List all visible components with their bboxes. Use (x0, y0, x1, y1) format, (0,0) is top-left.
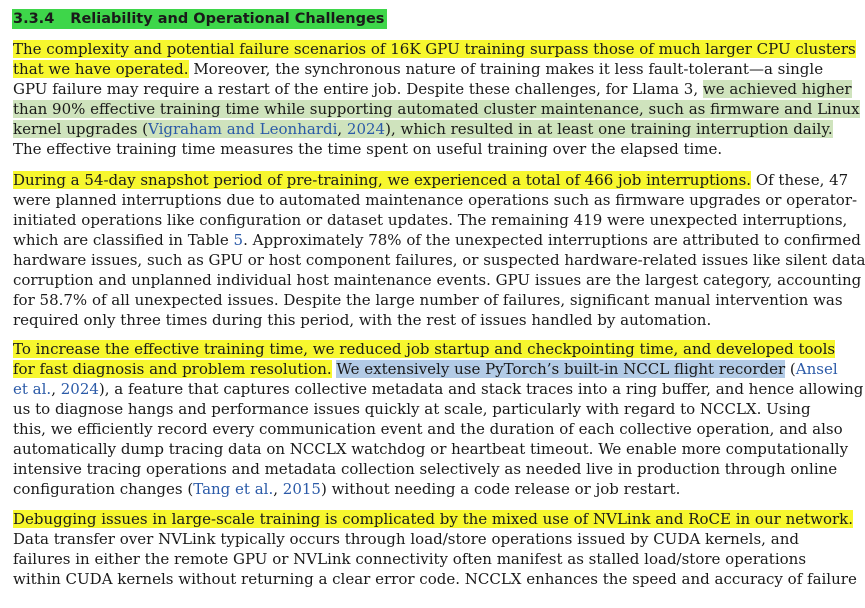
text-segment: , (51, 380, 61, 398)
highlighted-text: that we have operated. (13, 60, 189, 78)
text-segment: this, we efficiently record every communication event and the duration of each collective operation, and also (13, 420, 843, 438)
section-heading (12, 9, 387, 29)
text-line (13, 79, 852, 99)
text-line (13, 339, 836, 359)
text-segment: ) without needing a code release or job restart. (320, 480, 681, 498)
highlighted-text: During a 54-day snapshot period of pre-training, we experienced a total of 466 job interruptions. (13, 171, 752, 189)
citation-link[interactable]: et al. (13, 380, 52, 398)
citation-link[interactable]: 2015 (282, 480, 321, 498)
text-line (13, 359, 838, 379)
text-segment: GPU failure may require a restart of the entire job. Despite these challenges, for Llama 3, (13, 80, 703, 98)
text-segment: required only three times during this period, with the rest of issues handled by automation. (13, 311, 712, 329)
text-line (13, 399, 811, 419)
highlighted-text: we achieved higher (702, 80, 852, 98)
highlighted-text: for fast diagnosis and problem resolution. (13, 360, 332, 378)
text-segment: which are classified in Table (13, 231, 234, 249)
text-segment: ), a feature that captures collective metadata and stack traces into a ring buffer, and hence allowing (98, 380, 864, 398)
highlighted-text: Debugging issues in large-scale training is complicated by the mixed use of NVLink and RoCE in our network. (13, 510, 854, 528)
text-line (13, 119, 833, 139)
text-line (13, 459, 838, 479)
text-segment: configuration changes ( (13, 480, 194, 498)
text-line (13, 170, 849, 190)
text-segment: us to diagnose hangs and performance issues quickly at scale, particularly with regard to NCCLX. Using (13, 400, 811, 418)
text-segment: for 58.7% of all unexpected issues. Despite the large number of failures, significant manual intervention was (13, 291, 843, 309)
text-line (13, 419, 843, 439)
citation-link[interactable]: 2024 (60, 380, 99, 398)
highlighted-text: kernel upgrades ( (13, 120, 149, 138)
citation-link[interactable]: Ansel (795, 360, 838, 378)
citation-link[interactable]: 2024 (346, 120, 386, 138)
highlighted-text: ), which resulted in at least one training interruption daily. (385, 120, 833, 138)
citation-link[interactable]: Tang et al. (193, 480, 274, 498)
text-segment: initiated operations like configuration or dataset updates. The remaining 419 were unexpected interruptions, (13, 211, 848, 229)
text-segment: The effective training time measures the time spent on useful training over the elapsed time. (13, 140, 723, 158)
text-segment: ( (785, 360, 796, 378)
text-line (13, 479, 799, 499)
text-line (13, 439, 849, 459)
text-line (13, 99, 860, 119)
text-line (13, 509, 854, 529)
citation-link[interactable]: Vigraham and Leonhardi (148, 120, 338, 138)
section-title: Reliability and Operational Challenges (70, 11, 385, 27)
text-segment: Of these, 47 (751, 171, 849, 189)
text-segment: . Approximately 78% of the unexpected interruptions are attributed to confirmed (243, 231, 861, 249)
text-segment: Moreover, the synchronous nature of training makes it less fault-tolerant—a single (188, 60, 824, 78)
text-segment: automatically dump tracing data on NCCLX watchdog or heartbeat timeout. We enable more computationally (13, 440, 849, 458)
text-line (13, 379, 864, 399)
highlighted-text: , (337, 120, 347, 138)
highlighted-text: than 90% effective training time while supporting automated cluster maintenance, such as firmware and Linux (13, 100, 860, 118)
text-line (13, 210, 848, 230)
text-segment: Data transfer over NVLink typically occurs through load/store operations issued by CUDA kernels, and (13, 530, 799, 548)
text-segment: corruption and unplanned individual host maintenance events. GPU issues are the largest category, accounting (13, 271, 862, 289)
text-line (13, 270, 862, 290)
text-line (13, 190, 858, 210)
text-line (13, 39, 856, 59)
text-line (13, 549, 807, 569)
text-line (13, 529, 799, 549)
text-segment: were planned interruptions due to automated maintenance operations such as firmware upgrades or operator- (13, 191, 858, 209)
highlighted-text: To increase the effective training time, we reduced job startup and checkpointing time, and developed tools (13, 340, 836, 358)
text-segment: intensive tracing operations and metadata collection selectively as needed live in production through online (13, 460, 838, 478)
text-line (13, 250, 865, 270)
text-line (13, 290, 843, 310)
text-line (13, 139, 799, 159)
citation-link[interactable]: 5 (233, 231, 244, 249)
text-segment: , (273, 480, 283, 498)
text-line (13, 310, 799, 330)
highlighted-text: The complexity and potential failure scenarios of 16K GPU training surpass those of much larger CPU clusters (13, 40, 856, 58)
text-segment: hardware issues, such as GPU or host component failures, or suspected hardware-related issues like silent data (13, 251, 865, 269)
highlighted-text: We extensively use PyTorch’s built-in NCCL flight recorder (336, 360, 786, 378)
text-segment: failures in either the remote GPU or NVLink connectivity often manifest as stalled load/store operations (13, 550, 807, 568)
section-number: 3.3.4 (13, 11, 55, 27)
text-line (13, 230, 861, 250)
text-line (13, 569, 857, 589)
text-line (13, 59, 824, 79)
text-segment: within CUDA kernels without returning a clear error code. NCCLX enhances the speed and accuracy of failure (13, 570, 857, 588)
